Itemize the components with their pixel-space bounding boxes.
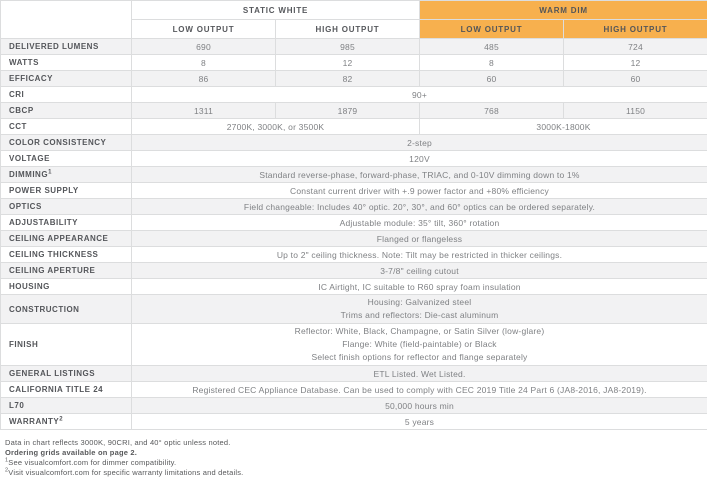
table-row	[1, 382, 707, 398]
table-row	[1, 199, 707, 215]
row-value	[132, 295, 707, 324]
spec-table-head	[1, 1, 707, 39]
row-label: WATTS	[1, 55, 132, 71]
row-value: 3000K-1800K	[420, 119, 707, 135]
row-value: Flanged or flangeless	[132, 231, 707, 247]
row-label: VOLTAGE	[1, 151, 132, 167]
row-value: 2700K, 3000K, or 3500K	[132, 119, 420, 135]
footnote: $^1$See visualcomfort.com for dimmer compatibility.	[5, 457, 177, 467]
table-row	[1, 398, 707, 414]
table-row	[1, 39, 707, 55]
row-value: 985	[276, 39, 420, 55]
row-value: Field changeable: Includes 40° optic. 20°, 30°, and 60° optics can be ordered separately.	[132, 199, 707, 215]
row-value-line: Flange: White (field-paintable) or Black	[342, 339, 497, 349]
table-row	[1, 263, 707, 279]
row-value: 60	[420, 71, 564, 87]
table-row	[1, 183, 707, 199]
row-value: Registered CEC Appliance Database. Can be used to comply with CEC 2019 Title 24 Part 6 (JA8-2016, JA8-2019).	[132, 382, 707, 398]
table-row	[1, 279, 707, 295]
table-row	[1, 87, 707, 103]
footnote-marker: 1	[48, 169, 52, 176]
subheader-static-high-output: HIGH OUTPUT	[276, 20, 420, 39]
row-value: IC Airtight, IC suitable to R60 spray foam insulation	[132, 279, 707, 295]
row-label: CALIFORNIA TITLE 24	[1, 382, 132, 398]
row-value: 12	[564, 55, 707, 71]
table-row	[1, 151, 707, 167]
table-row	[1, 55, 707, 71]
row-label: CBCP	[1, 103, 132, 119]
row-value: 50,000 hours min	[132, 398, 707, 414]
row-value: 485	[420, 39, 564, 55]
footnotes	[0, 430, 707, 478]
table-row	[1, 414, 707, 430]
row-value: Adjustable module: 35° tilt, 360° rotation	[132, 215, 707, 231]
subheader-warm-low-output: LOW OUTPUT	[420, 20, 564, 39]
row-value: 3-7/8" ceiling cutout	[132, 263, 707, 279]
row-value	[132, 324, 707, 366]
table-row	[1, 71, 707, 87]
row-label: EFFICACY	[1, 71, 132, 87]
row-value: ETL Listed. Wet Listed.	[132, 366, 707, 382]
table-row	[1, 324, 707, 366]
row-label: DIMMING$^1$	[1, 167, 132, 183]
row-value: 5 years	[132, 414, 707, 430]
row-label: CONSTRUCTION	[1, 295, 132, 324]
row-value: Standard reverse-phase, forward-phase, TRIAC, and 0-10V dimming down to 1%	[132, 167, 707, 183]
table-row	[1, 167, 707, 183]
row-label: CEILING APERTURE	[1, 263, 132, 279]
row-value: 120V	[132, 151, 707, 167]
table-row	[1, 135, 707, 151]
footnote-marker: 2	[5, 467, 9, 474]
row-label: WARRANTY$^2$	[1, 414, 132, 430]
row-value: 2-step	[132, 135, 707, 151]
row-label: L70	[1, 398, 132, 414]
subheader-warm-high-output: HIGH OUTPUT	[564, 20, 707, 39]
subheader-static-low-output: LOW OUTPUT	[132, 20, 276, 39]
row-value-line: Reflector: White, Black, Champagne, or Satin Silver (low-glare)	[294, 326, 545, 336]
row-value: 1311	[132, 103, 276, 119]
row-label: FINISH	[1, 324, 132, 366]
group-header-row	[1, 1, 707, 20]
group-header-static-white: STATIC WHITE	[132, 1, 420, 20]
row-label: COLOR CONSISTENCY	[1, 135, 132, 151]
table-row	[1, 215, 707, 231]
table-row	[1, 119, 707, 135]
footnote: Data in chart reflects 3000K, 90CRI, and 40° optic unless noted.	[5, 438, 231, 447]
row-value: 8	[132, 55, 276, 71]
row-label: CEILING THICKNESS	[1, 247, 132, 263]
table-row	[1, 103, 707, 119]
row-value: 1150	[564, 103, 707, 119]
table-row	[1, 295, 707, 324]
row-label: CEILING APPEARANCE	[1, 231, 132, 247]
row-label: CCT	[1, 119, 132, 135]
spec-table-body	[1, 39, 707, 430]
row-value-line: Trims and reflectors: Die-cast aluminum	[340, 310, 499, 320]
row-value-line: Housing: Galvanized steel	[367, 297, 472, 307]
row-label: ADJUSTABILITY	[1, 215, 132, 231]
row-label: HOUSING	[1, 279, 132, 295]
row-value: 12	[276, 55, 420, 71]
row-value: 86	[132, 71, 276, 87]
table-row	[1, 366, 707, 382]
row-label: OPTICS	[1, 199, 132, 215]
footnote: $^2$Visit visualcomfort.com for specific warranty limitations and details.	[5, 467, 244, 477]
group-header-warm-dim: WARM DIM	[420, 1, 707, 20]
row-value: 1879	[276, 103, 420, 119]
row-value: 8	[420, 55, 564, 71]
row-label: POWER SUPPLY	[1, 183, 132, 199]
row-value: 82	[276, 71, 420, 87]
row-value: 60	[564, 71, 707, 87]
footnote-marker: 1	[5, 457, 9, 464]
row-value-line: Select finish options for reflector and flange separately	[311, 352, 528, 362]
row-label: GENERAL LISTINGS	[1, 366, 132, 382]
row-value: 768	[420, 103, 564, 119]
row-value: Constant current driver with +.9 power factor and +80% efficiency	[132, 183, 707, 199]
table-row	[1, 247, 707, 263]
row-value: 690	[132, 39, 276, 55]
table-row	[1, 231, 707, 247]
footnote-marker: 2	[59, 416, 64, 423]
row-label: CRI	[1, 87, 132, 103]
row-value: Up to 2" ceiling thickness. Note: Tilt may be restricted in thicker ceilings.	[132, 247, 707, 263]
row-value: 724	[564, 39, 707, 55]
row-label: DELIVERED LUMENS	[1, 39, 132, 55]
row-value: 90+	[132, 87, 707, 103]
corner-cell	[1, 1, 132, 39]
footnote: Ordering grids available on page 2.	[5, 448, 138, 457]
